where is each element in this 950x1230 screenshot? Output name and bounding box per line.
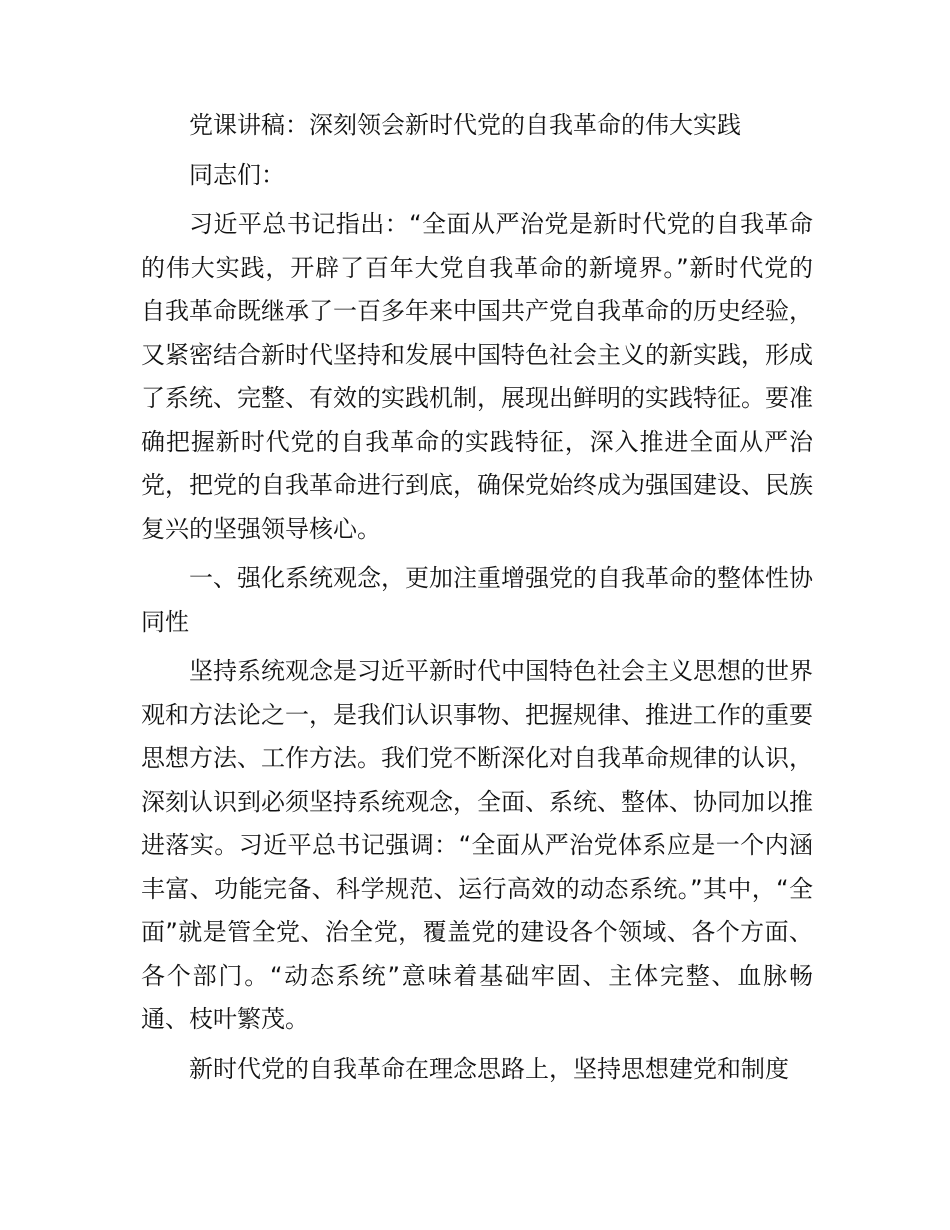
paragraph-intro: 习近平总书记指出：“全面从严治党是新时代党的自我革命的伟大实践，开辟了百年大党自我革命的新境界。”新时代党的自我革命既继承了一百多年来中国共产党自我革命的历史经验，又紧密结合新时代坚持和发展中国特色社会主义的新实践，形成了系统、完整、有效的实践机制，展现出鲜明的实践特征。要准确把握新时代党的自我革命的实践特征，深入推进全面从严治党，把党的自我革命进行到底，确保党始终成为强国建设、民族复兴的坚强领导核心。 <box>141 210 813 543</box>
section-heading-1: 一、强化系统观念，更加注重增强党的自我革命的整体性协同性 <box>141 564 813 636</box>
document-title: 党课讲稿：深刻领会新时代党的自我革命的伟大实践 <box>189 111 741 139</box>
paragraph-system-concept: 坚持系统观念是习近平新时代中国特色社会主义思想的世界观和方法论之一，是我们认识事物、把握规律、推进工作的重要思想方法、工作方法。我们党不断深化对自我革命规律的认识，深刻认识到必须坚持系统观念，全面、系统、整体、协同加以推进落实。习近平总书记强调：“全面从严治党体系应是一个内涵丰富、功能完备、科学规范、运行高效的动态系统。”其中，“全面”就是管全党、治全党，覆盖党的建设各个领域、各个方面、各个部门。“动态系统”意味着基础牢固、主体完整、血脉畅通、枝叶繁茂。 <box>141 657 813 1033</box>
paragraph-continued: 新时代党的自我革命在理念思路上，坚持思想建党和制度 <box>189 1054 789 1083</box>
salutation: 同志们： <box>189 160 285 189</box>
document-body <box>141 104 813 1091</box>
